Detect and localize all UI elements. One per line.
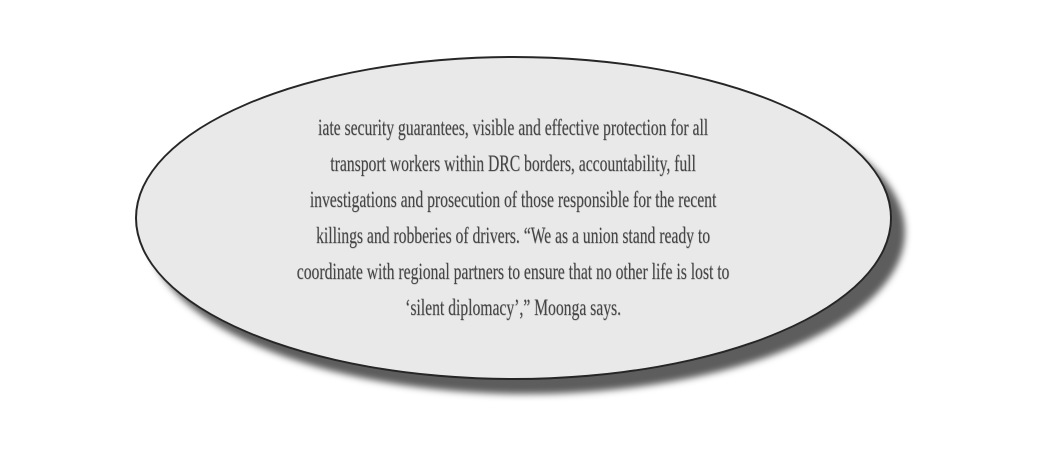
quote-line-4: killings and robberies of drivers. “We as a union stand ready to xyxy=(316,223,711,248)
quote-line-1: iate security guarantees, visible and effective protection for all xyxy=(318,115,709,140)
quote-line-5: coordinate with regional partners to ensure that no other life is lost to xyxy=(297,259,730,284)
quote-text-block xyxy=(297,110,730,326)
quote-line-6: ‘silent diplomacy’,” Moonga says. xyxy=(405,295,622,320)
quote-line-2: transport workers within DRC borders, accountability, full xyxy=(330,151,697,176)
quote-line-3: investigations and prosecution of those responsible for the recent xyxy=(310,187,717,212)
quote-oval-shape xyxy=(135,56,892,380)
